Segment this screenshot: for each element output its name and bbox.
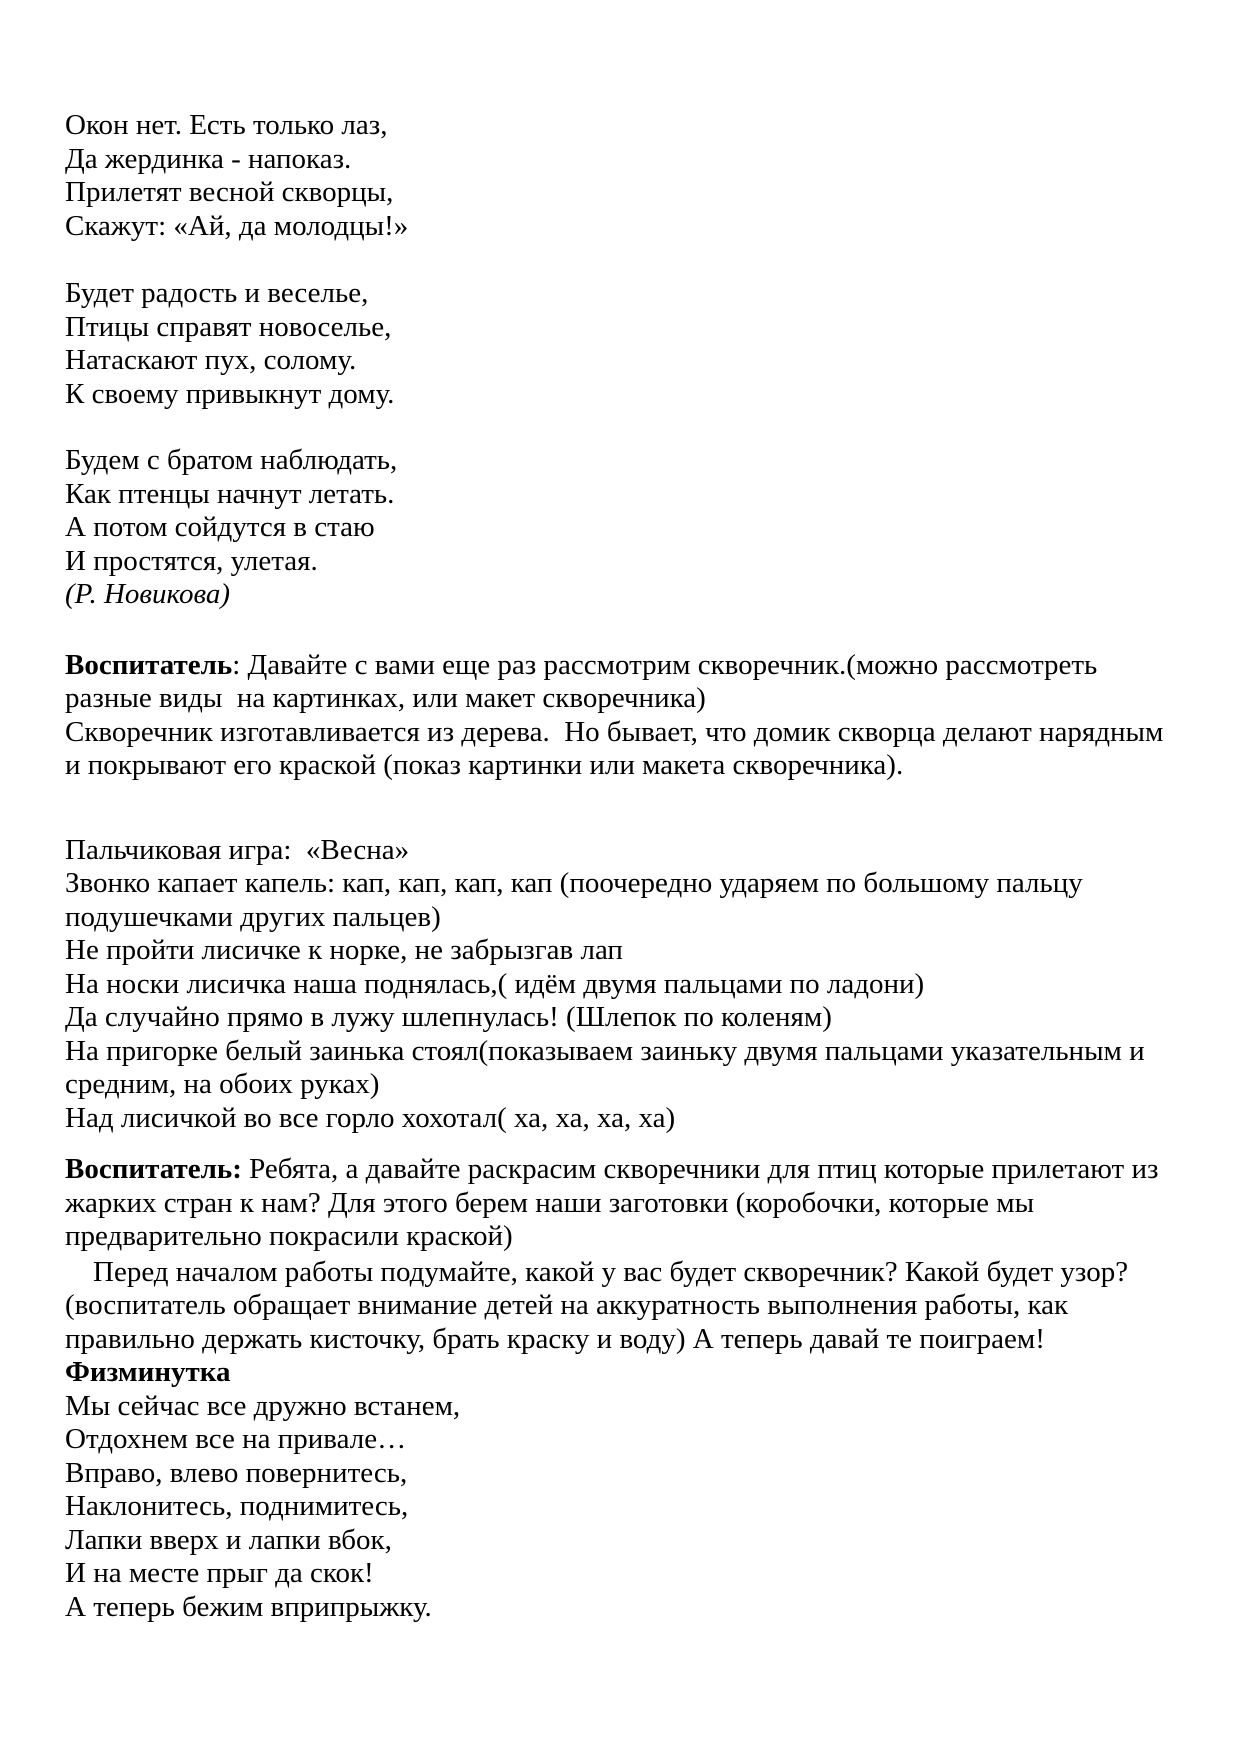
poem-attribution: (Р. Новикова) xyxy=(65,578,231,610)
teacher-speech xyxy=(65,1153,1175,1254)
poem-line: Прилетят весной скворцы, xyxy=(65,176,394,208)
poem-line: Птицы справят новоселье, xyxy=(65,310,392,343)
fizminutka-line: Отдохнем все на привале… xyxy=(65,1423,407,1455)
work-instructions-paragraph: Перед началом работы подумайте, какой у вас будет скворечник? Какой будет узор? (воспитатель обращает внимание детей на аккуратность выполнения работы, как правильно держать кисточку, брать краску и воду) А теперь давай те поиграем! xyxy=(65,1255,1136,1355)
speaker-label: Воспитатель xyxy=(65,648,233,681)
finger-game-line: Да случайно прямо в лужу шлепнулась! (Шлепок по коленям) xyxy=(65,1001,832,1033)
poem-line: Натаскают пух, солому. xyxy=(65,344,357,376)
fizminutka-line: И на месте прыг да скок! xyxy=(65,1557,374,1589)
finger-game-line: Не пройти лисичке к норке, не забрызгав лап xyxy=(65,934,623,966)
finger-game-line: Звонко капает капель: кап, кап, кап, кап (поочередно ударяем по большому пальцу подушечками других пальцев) xyxy=(65,867,1090,933)
fizminutka-line: Вправо, влево повернитесь, xyxy=(65,1456,408,1489)
poem-line: Да жердинка - напоказ. xyxy=(65,142,352,175)
poem-line: Скажут: «Ай, да молодцы!» xyxy=(65,209,409,242)
poem-line: К своему привыкнут дому. xyxy=(65,377,395,410)
teacher-speech xyxy=(65,649,1175,716)
finger-game-line: На пригорке белый заинька стоял(показываем заиньку двумя пальцами указательным и средним, на обоих руках) xyxy=(65,1034,1152,1100)
fizminutka-line: Наклонитесь, поднимитесь, xyxy=(65,1490,409,1522)
teacher-paragraph-1 xyxy=(65,649,1175,783)
teacher-speech-continued: Скворечник изготавливается из дерева. Но бывает, что домик скворца делают нарядным и покрывают его краской (показ картинки или макета скворечника). xyxy=(65,715,1171,781)
poem-line: А потом сойдутся в стаю xyxy=(65,511,375,543)
fizminutka-heading: Физминутка xyxy=(65,1356,231,1388)
poem-stanza-2 xyxy=(65,277,1175,411)
speaker-label: Воспитатель: xyxy=(65,1153,242,1185)
fizminutka-line: Лапки вверх и лапки вбок, xyxy=(65,1523,392,1556)
poem-line: Как птенцы начнут летать. xyxy=(65,477,395,510)
poem-line: Окон нет. Есть только лаз, xyxy=(65,109,388,141)
fizminutka-line: А теперь бежим вприпрыжку. xyxy=(65,1590,432,1623)
finger-game-line: На носки лисичка наша поднялась,( идём двумя пальцами по ладони) xyxy=(65,967,925,1000)
finger-game-lines xyxy=(65,867,1175,1135)
teacher-paragraph-2 xyxy=(65,1153,1175,1254)
poem-line: И простятся, улетая. xyxy=(65,544,318,577)
poem-line: Будем с братом наблюдать, xyxy=(65,444,398,476)
speech-text: Ребята, а давайте раскрасим скворечники для птиц которые прилетают из жарких стран к нам? Для этого берем наши заготовки (коробочки, которые мы предварительно покрасили краской) xyxy=(65,1153,1166,1252)
poem-line: Будет радость и веселье, xyxy=(65,277,369,309)
poem-stanza-1 xyxy=(65,109,1175,243)
finger-game-line: Над лисичкой во все горло хохотал( ха, ха, ха, ха) xyxy=(65,1101,676,1134)
speech-text: : Давайте с вами еще раз рассмотрим скворечник.(можно рассмотреть разные виды на картинках, или макет скворечника) xyxy=(65,648,1105,714)
finger-game-title: Пальчиковая игра: «Весна» xyxy=(65,833,410,866)
poem-stanza-3 xyxy=(65,444,1175,612)
fizminutka-line: Мы сейчас все дружно встанем, xyxy=(65,1389,461,1422)
fizminutka-lines xyxy=(65,1390,1175,1625)
